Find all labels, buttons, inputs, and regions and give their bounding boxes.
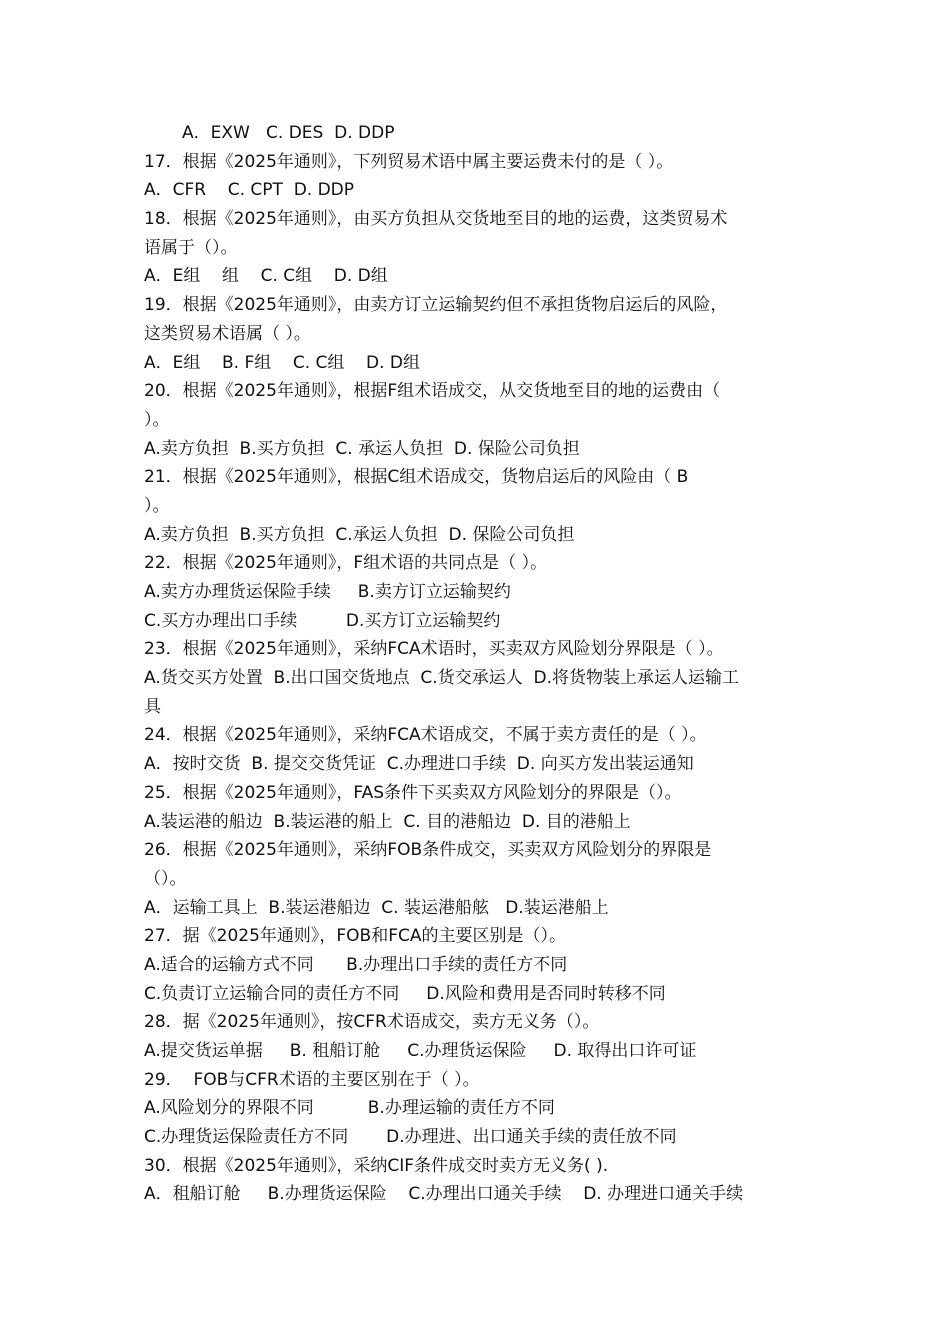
answer-options-22a: A.卖方办理货运保险手续 B.卖方订立运输契约 (144, 582, 511, 602)
answer-options-16: A．EXW C. DES D. DDP (182, 123, 395, 143)
question-18-cont: 语属于（）。 (144, 237, 238, 258)
answer-options-29a: A.风险划分的界限不同 B.办理运输的责任方不同 (144, 1098, 555, 1119)
answer-options-17: A．CFR C. CPT D. DDP (144, 180, 355, 201)
question-25: 25．根据《2025年通则》，FAS条件下买卖双方风险划分的界限是（）。 (144, 782, 682, 803)
question-22: 22．根据《2025年通则》，F组术语的共同点是（ ）。 (144, 553, 548, 574)
question-21-cont: ）。 (144, 495, 170, 516)
question-27: 27．据《2025年通则》，FOB和FCA的主要区别是（）。 (144, 926, 566, 947)
question-19-cont: 这类贸易术语属（ ）。 (144, 323, 311, 344)
answer-options-20: A.卖方负担 B.买方负担 C. 承运人负担 D. 保险公司负担 (144, 438, 580, 459)
answer-options-27b: C.负责订立运输合同的责任方不同 D.风险和费用是否同时转移不同 (144, 983, 666, 1004)
question-18: 18．根据《2025年通则》，由买方负担从交货地至目的地的运费，这类贸易术 (144, 209, 728, 230)
question-20: 20．根据《2025年通则》，根据F组术语成交，从交货地至目的地的运费由（ (144, 381, 721, 402)
answer-options-27a: A.适合的运输方式不同 B.办理出口手续的责任方不同 (144, 954, 568, 975)
question-29: 29． FOB与CFR术语的主要区别在于（ ）。 (144, 1069, 480, 1090)
answer-options-29b: C.办理货运保险责任方不同 D.办理进、出口通关手续的责任放不同 (144, 1127, 677, 1148)
question-list (144, 119, 814, 1209)
question-30: 30．根据《2025年通则》，采纳CIF条件成交时卖方无义务( ). (144, 1155, 609, 1176)
question-24: 24．根据《2025年通则》，采纳FCA术语成交，不属于卖方责任的是（ ）。 (144, 725, 707, 746)
question-20-cont: ）。 (144, 409, 170, 430)
answer-options-23: A.货交买方处置 B.出口国交货地点 C.货交承运人 D.将货物装上承运人运输工 (144, 668, 739, 689)
question-19: 19．根据《2025年通则》，由卖方订立运输契约但不承担货物启运后的风险， (144, 295, 728, 316)
question-26-cont: （）。 (144, 868, 187, 889)
answer-options-30: A．租船订舱 B.办理货运保险 C.办理出口通关手续 D. 办理进口通关手续 (144, 1184, 744, 1205)
question-28: 28．据《2025年通则》，按CFR术语成交，卖方无义务（）。 (144, 1012, 600, 1033)
question-23: 23．根据《2025年通则》，采纳FCA术语时，买卖双方风险划分界限是（ ）。 (144, 639, 724, 660)
answer-options-18: A．E组 组 C. C组 D. D组 (144, 266, 388, 287)
answer-options-23-cont: 具 (144, 696, 161, 717)
answer-options-28: A.提交货运单据 B. 租船订舱 C.办理货运保险 D. 取得出口许可证 (144, 1041, 697, 1061)
answer-options-25: A.装运港的船边 B.装运港的船上 C. 目的港船边 D. 目的港船上 (144, 811, 631, 832)
answer-options-22b: C.买方办理出口手续 D.买方订立运输契约 (144, 610, 501, 631)
answer-options-21: A.卖方负担 B.买方负担 C.承运人负担 D. 保险公司负担 (144, 524, 575, 545)
question-21: 21．根据《2025年通则》，根据C组术语成交，货物启运后的风险由（ B (144, 467, 689, 488)
answer-options-24: A．按时交货 B. 提交交货凭证 C.办理进口手续 D. 向买方发出装运通知 (144, 754, 694, 775)
question-17: 17．根据《2025年通则》，下列贸易术语中属主要运费未付的是（ ）。 (144, 151, 674, 172)
answer-options-19: A．E组 B. F组 C. C组 D. D组 (144, 352, 421, 373)
answer-options-26: A．运输工具上 B.装运港船边 C. 装运港船舷 D.装运港船上 (144, 897, 609, 918)
question-26: 26．根据《2025年通则》，采纳FOB条件成交，买卖双方风险划分的界限是 (144, 840, 712, 861)
